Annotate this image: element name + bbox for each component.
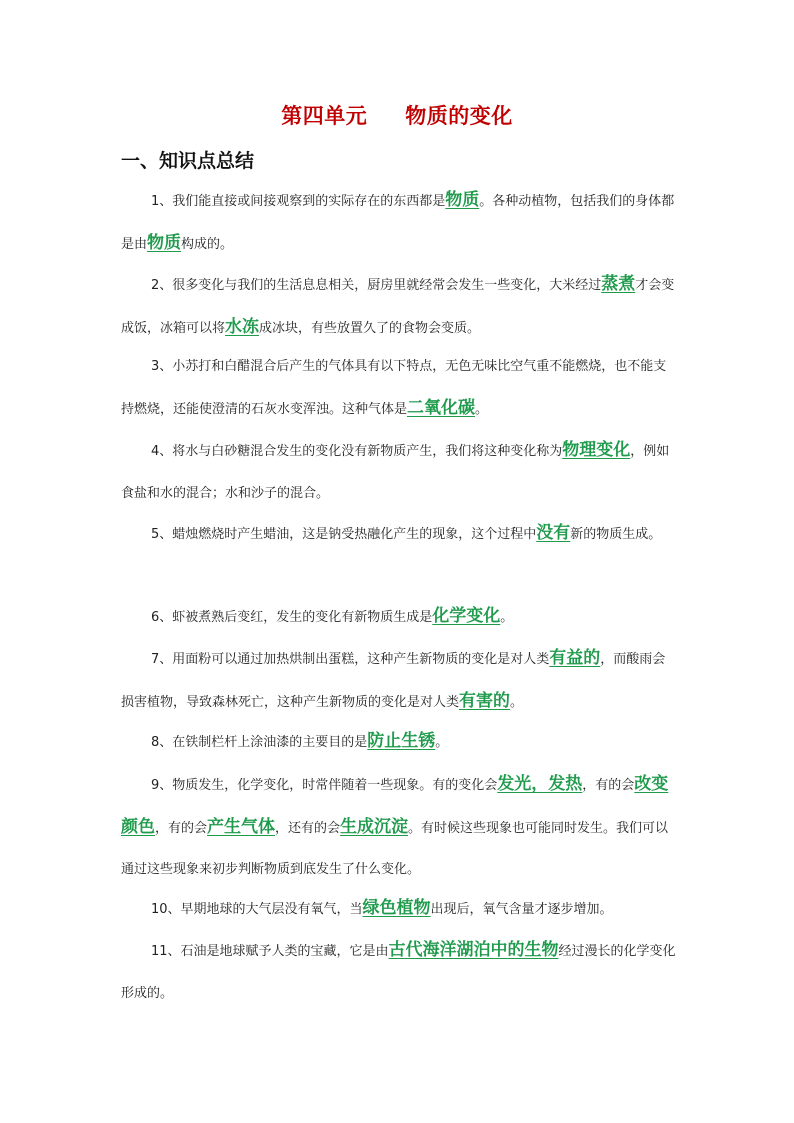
knowledge-point-1: [121, 180, 677, 265]
text-segment: 3、小苏打和白醋混合后产生的气体具有以下特点，无色无味比空气重不能燃烧，也不能支持燃烧，还能使澄清的石灰水变浑浊。这种气体是: [121, 359, 667, 417]
knowledge-point-5: [121, 513, 677, 556]
answer-blank: 水冻: [225, 316, 260, 337]
text-segment: 。各种动植物，包括我们的身体都是由: [121, 194, 675, 252]
answer-blank: 发光，发热: [497, 774, 583, 794]
knowledge-point-10: [121, 888, 677, 931]
text-segment: 。: [435, 735, 449, 750]
text-segment: 4、将水与白砂糖混合发生的变化没有新物质产生，我们将这种变化称为: [151, 444, 563, 459]
answer-blank: 产生气体: [207, 816, 276, 837]
text-segment: ，而酸雨会损害植物，导致森林死亡，这种产生新物质的变化是对人类: [121, 652, 666, 710]
text-segment: 2、很多变化与我们的生活息息相关，厨房里就经常会发生一些变化，大米经过: [151, 278, 602, 293]
text-segment: 。: [475, 401, 489, 417]
text-segment: 5、蜡烛燃烧时产生蜡油，这是钠受热融化产生的现象，这个过程中: [151, 527, 537, 542]
knowledge-point-3: [121, 346, 677, 430]
text-segment: 1、我们能直接或间接观察到的实际存在的东西都是: [151, 194, 446, 209]
unit-topic: 物质的变化: [405, 104, 513, 128]
text-segment: 6、虾被煮熟后变红，发生的变化有新物质生成是: [151, 610, 433, 625]
text-segment: 经过漫长的化学变化形成的。: [121, 944, 676, 1001]
text-segment: ，有的会: [582, 778, 635, 793]
text-segment: 出现后，氧气含量才逐步增加。: [430, 902, 613, 917]
text-segment: 成冰块，有些放置久了的食物会变质。: [259, 320, 481, 336]
answer-blank: 有益的: [549, 648, 601, 668]
answer-blank: 绿色植物: [362, 898, 431, 918]
unit-label: 第四单元: [281, 104, 368, 128]
answer-blank: 物质: [147, 232, 182, 253]
page-title: [0, 100, 794, 130]
text-segment: ，例如食盐和水的混合；水和沙子的混合。: [121, 444, 670, 501]
answer-blank: 化学变化: [432, 606, 501, 626]
answer-blank: 二氧化碳: [407, 397, 476, 418]
answer-blank: 没有: [536, 523, 571, 543]
answer-blank: 改变颜色: [121, 774, 669, 837]
answer-blank: 有害的: [459, 690, 511, 711]
text-segment: 10、早期地球的大气层没有氧气，当: [151, 902, 363, 917]
answer-blank: 物理变化: [562, 440, 631, 460]
text-segment: 。: [500, 610, 514, 625]
text-segment: 。有时候这些现象也可能同时发生。我们可以通过这些现象来初步判断物质到底发生了什么变化。: [121, 820, 669, 877]
knowledge-point-8: [121, 721, 677, 764]
text-segment: 7、用面粉可以通过加热烘制出蛋糕，这种产生新物质的变化是对人类: [151, 652, 550, 667]
text-segment: 才会变成饭，冰箱可以将: [121, 278, 675, 336]
text-segment: 。: [510, 694, 524, 710]
section-heading: 一、知识点总结: [121, 150, 255, 172]
text-segment: 8、在铁制栏杆上涂油漆的主要目的是: [151, 735, 368, 750]
answer-blank: 蒸煮: [601, 274, 636, 294]
knowledge-point-2: [121, 264, 677, 349]
text-segment: 9、物质发生，化学变化，时常伴随着一些现象。有的变化会: [151, 778, 498, 793]
knowledge-point-9: [121, 764, 677, 891]
answer-blank: 古代海洋湖泊中的生物: [388, 940, 559, 960]
knowledge-point-11: [121, 930, 677, 1014]
text-segment: ，有的会: [155, 820, 208, 836]
text-segment: ，还有的会: [275, 820, 341, 836]
knowledge-point-7: [121, 638, 677, 723]
knowledge-point-4: [121, 430, 677, 514]
text-segment: 构成的。: [181, 236, 234, 252]
answer-blank: 生成沉淀: [340, 816, 409, 837]
answer-blank: 物质: [445, 190, 480, 210]
text-segment: 新的物质生成。: [570, 527, 662, 542]
text-segment: 11、石油是地球赋予人类的宝藏，它是由: [151, 944, 389, 959]
answer-blank: 防止生锈: [367, 731, 436, 751]
knowledge-point-6: [121, 596, 677, 639]
